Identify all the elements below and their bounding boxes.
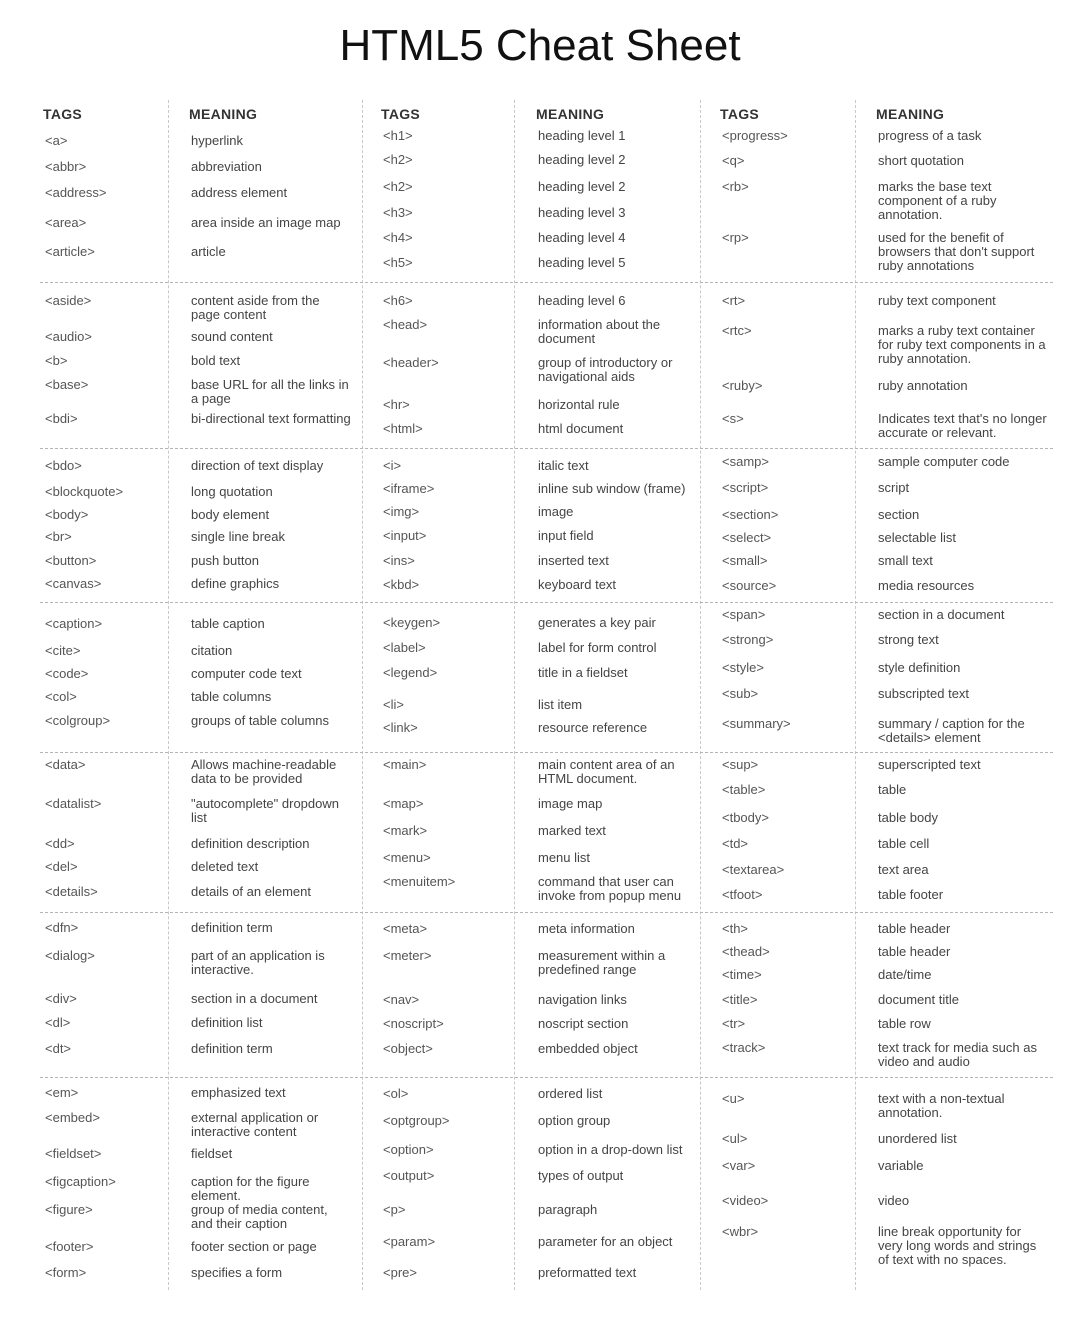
tags-header: TAGS xyxy=(720,106,760,122)
meaning-cell: single line break xyxy=(191,529,285,544)
tag-cell: <link> xyxy=(383,720,418,735)
tag-cell: <noscript> xyxy=(383,1016,444,1031)
tag-cell: <cite> xyxy=(45,643,81,658)
meaning-cell: list item xyxy=(538,697,583,712)
tag-cell: <strong> xyxy=(722,632,774,647)
meaning-cell: group of introductory or navigational aids xyxy=(538,355,673,384)
meaning-cell: information about the document xyxy=(538,317,661,346)
meaning-cell: inserted text xyxy=(538,553,609,568)
tag-cell: <object> xyxy=(383,1041,433,1056)
tag-cell: <var> xyxy=(722,1158,756,1173)
meaning-cell: date/time xyxy=(878,967,932,982)
tag-cell: <rp> xyxy=(722,230,749,245)
tag-cell: <br> xyxy=(45,529,72,544)
meaning-cell: body element xyxy=(191,507,270,522)
meaning-cell: document title xyxy=(878,992,959,1007)
tag-cell: <input> xyxy=(383,528,427,543)
meaning-cell: keyboard text xyxy=(538,577,617,592)
tag-cell: <ol> xyxy=(383,1086,409,1101)
tag-cell: <dl> xyxy=(45,1015,71,1030)
row-divider xyxy=(40,448,1053,449)
meaning-cell: progress of a task xyxy=(878,128,982,143)
tag-cell: <meter> xyxy=(383,948,432,963)
tag-cell: <th> xyxy=(722,921,749,936)
tag-cell: <map> xyxy=(383,796,424,811)
tag-cell: <details> xyxy=(45,884,98,899)
tag-cell: <hr> xyxy=(383,397,410,412)
row-divider xyxy=(40,282,1053,283)
tag-cell: <style> xyxy=(722,660,764,675)
tag-cell: <output> xyxy=(383,1168,435,1183)
tag-cell: <title> xyxy=(722,992,758,1007)
tag-cell: <mark> xyxy=(383,823,428,838)
meaning-cell: parameter for an object xyxy=(538,1234,673,1249)
tag-cell: <head> xyxy=(383,317,428,332)
meaning-cell: definition description xyxy=(191,836,310,851)
tag-cell: <summary> xyxy=(722,716,791,731)
tag-cell: <b> xyxy=(45,353,68,368)
tag-cell: <bdo> xyxy=(45,458,82,473)
meaning-cell: table xyxy=(878,782,907,797)
meaning-cell: heading level 5 xyxy=(538,255,626,270)
tag-cell: <h5> xyxy=(383,255,413,270)
meaning-cell: line break opportunity for very long words and strings of text with no spaces. xyxy=(878,1224,1037,1267)
tag-cell: <audio> xyxy=(45,329,92,344)
tag-cell: <tbody> xyxy=(722,810,769,825)
meaning-cell: embedded object xyxy=(538,1041,638,1056)
column-divider xyxy=(362,100,363,1290)
meaning-cell: ruby text component xyxy=(878,293,996,308)
tag-cell: <section> xyxy=(722,507,779,522)
meaning-cell: table caption xyxy=(191,616,265,631)
column-divider xyxy=(855,100,856,1290)
meaning-cell: direction of text display xyxy=(191,458,324,473)
meaning-cell: section xyxy=(878,507,920,522)
meaning-cell: table cell xyxy=(878,836,930,851)
tag-cell: <rt> xyxy=(722,293,746,308)
tag-cell: <small> xyxy=(722,553,768,568)
tag-cell: <pre> xyxy=(383,1265,417,1280)
meaning-cell: specifies a form xyxy=(191,1265,283,1280)
meaning-cell: table row xyxy=(878,1016,931,1031)
meaning-cell: resource reference xyxy=(538,720,648,735)
tag-cell: <del> xyxy=(45,859,78,874)
tag-cell: <span> xyxy=(722,607,766,622)
tag-cell: <img> xyxy=(383,504,420,519)
meaning-cell: table footer xyxy=(878,887,944,902)
tag-cell: <menu> xyxy=(383,850,431,865)
tag-cell: <q> xyxy=(722,153,745,168)
meaning-cell: definition list xyxy=(191,1015,263,1030)
tag-cell: <h2> xyxy=(383,179,413,194)
meaning-cell: groups of table columns xyxy=(191,713,330,728)
meaning-cell: caption for the figure element. xyxy=(191,1174,310,1203)
tag-cell: <li> xyxy=(383,697,404,712)
tag-cell: <article> xyxy=(45,244,95,259)
meaning-cell: heading level 2 xyxy=(538,179,626,194)
tag-cell: <col> xyxy=(45,689,77,704)
meaning-cell: part of an application is interactive. xyxy=(191,948,325,977)
meaning-cell: heading level 4 xyxy=(538,230,626,245)
meaning-cell: inline sub window (frame) xyxy=(538,481,686,496)
meaning-cell: meta information xyxy=(538,921,635,936)
meaning-header: MEANING xyxy=(189,106,258,122)
meaning-cell: fieldset xyxy=(191,1146,233,1161)
meaning-cell: abbreviation xyxy=(191,159,262,174)
meaning-cell: bi-directional text formatting xyxy=(191,411,351,426)
tag-cell: <blockquote> xyxy=(45,484,124,499)
meaning-cell: short quotation xyxy=(878,153,965,168)
tag-cell: <dt> xyxy=(45,1041,72,1056)
meaning-cell: article xyxy=(191,244,226,259)
tag-cell: <tfoot> xyxy=(722,887,763,902)
tag-cell: <script> xyxy=(722,480,769,495)
tag-cell: <nav> xyxy=(383,992,420,1007)
meaning-cell: horizontal rule xyxy=(538,397,620,412)
row-divider xyxy=(40,752,1053,753)
meaning-cell: table body xyxy=(878,810,938,825)
tag-cell: <form> xyxy=(45,1265,87,1280)
tag-cell: <meta> xyxy=(383,921,428,936)
tag-cell: <td> xyxy=(722,836,749,851)
tag-cell: <abbr> xyxy=(45,159,87,174)
meaning-cell: emphasized text xyxy=(191,1085,286,1100)
tag-cell: <tr> xyxy=(722,1016,746,1031)
meaning-cell: variable xyxy=(878,1158,924,1173)
meaning-cell: details of an element xyxy=(191,884,311,899)
meaning-cell: paragraph xyxy=(538,1202,598,1217)
tag-cell: <body> xyxy=(45,507,89,522)
meaning-cell: option group xyxy=(538,1113,611,1128)
tag-cell: <em> xyxy=(45,1085,79,1100)
tag-cell: <progress> xyxy=(722,128,788,143)
meaning-cell: table header xyxy=(878,944,951,959)
meaning-cell: used for the benefit of browsers that don't support ruby annotations xyxy=(878,230,1035,273)
tag-cell: <optgroup> xyxy=(383,1113,450,1128)
tag-cell: <a> xyxy=(45,133,68,148)
meaning-cell: option in a drop-down list xyxy=(538,1142,683,1157)
meaning-cell: Allows machine-readable data to be provided xyxy=(191,757,337,786)
meaning-cell: strong text xyxy=(878,632,939,647)
meaning-cell: media resources xyxy=(878,578,975,593)
tag-cell: <thead> xyxy=(722,944,770,959)
tag-cell: <sub> xyxy=(722,686,759,701)
row-divider xyxy=(40,1077,1053,1078)
tag-cell: <u> xyxy=(722,1091,745,1106)
meaning-cell: input field xyxy=(538,528,594,543)
column-divider xyxy=(700,100,701,1290)
meaning-cell: marked text xyxy=(538,823,606,838)
tag-cell: <dd> xyxy=(45,836,75,851)
meaning-header: MEANING xyxy=(536,106,605,122)
meaning-cell: navigation links xyxy=(538,992,627,1007)
tag-cell: <h4> xyxy=(383,230,413,245)
meaning-cell: bold text xyxy=(191,353,241,368)
meaning-cell: menu list xyxy=(538,850,591,865)
meaning-cell: text with a non-textual annotation. xyxy=(878,1091,1005,1120)
meaning-cell: deleted text xyxy=(191,859,259,874)
meaning-cell: definition term xyxy=(191,1041,273,1056)
tag-cell: <dfn> xyxy=(45,920,79,935)
tag-cell: <button> xyxy=(45,553,97,568)
meaning-cell: heading level 1 xyxy=(538,128,626,143)
tag-cell: <h3> xyxy=(383,205,413,220)
meaning-cell: italic text xyxy=(538,458,589,473)
meaning-cell: script xyxy=(878,480,910,495)
meaning-cell: marks a ruby text container for ruby text components in a ruby annotation. xyxy=(878,323,1046,366)
meaning-cell: video xyxy=(878,1193,910,1208)
meaning-cell: citation xyxy=(191,643,233,658)
tag-cell: <kbd> xyxy=(383,577,420,592)
tag-cell: <h2> xyxy=(383,152,413,167)
meaning-cell: command that user can invoke from popup menu xyxy=(538,874,682,903)
meaning-header: MEANING xyxy=(876,106,945,122)
tag-cell: <s> xyxy=(722,411,744,426)
meaning-cell: definition term xyxy=(191,920,273,935)
meaning-cell: address element xyxy=(191,185,288,200)
column-divider xyxy=(168,100,169,1290)
meaning-cell: summary / caption for the <details> element xyxy=(878,716,1025,745)
meaning-cell: section in a document xyxy=(878,607,1005,622)
meaning-cell: sound content xyxy=(191,329,273,344)
tag-cell: <html> xyxy=(383,421,423,436)
meaning-cell: subscripted text xyxy=(878,686,970,701)
meaning-cell: main content area of an HTML document. xyxy=(538,757,675,786)
tag-cell: <p> xyxy=(383,1202,406,1217)
tag-cell: <param> xyxy=(383,1234,436,1249)
meaning-cell: content aside from the page content xyxy=(191,293,320,322)
tags-header: TAGS xyxy=(43,106,83,122)
tag-cell: <rtc> xyxy=(722,323,752,338)
tag-cell: <ins> xyxy=(383,553,415,568)
tag-cell: <dialog> xyxy=(45,948,95,963)
meaning-cell: superscripted text xyxy=(878,757,981,772)
tag-cell: <data> xyxy=(45,757,86,772)
meaning-cell: base URL for all the links in a page xyxy=(191,377,349,406)
tag-cell: <legend> xyxy=(383,665,438,680)
meaning-cell: long quotation xyxy=(191,484,273,499)
tag-cell: <fieldset> xyxy=(45,1146,102,1161)
meaning-cell: html document xyxy=(538,421,624,436)
meaning-cell: text area xyxy=(878,862,929,877)
tag-cell: <menuitem> xyxy=(383,874,456,889)
tag-cell: <main> xyxy=(383,757,427,772)
tag-cell: <ruby> xyxy=(722,378,763,393)
tags-header: TAGS xyxy=(381,106,421,122)
meaning-cell: table columns xyxy=(191,689,272,704)
column-divider xyxy=(514,100,515,1290)
tag-cell: <textarea> xyxy=(722,862,785,877)
tag-cell: <sup> xyxy=(722,757,759,772)
meaning-cell: footer section or page xyxy=(191,1239,317,1254)
meaning-cell: small text xyxy=(878,553,933,568)
tag-cell: <embed> xyxy=(45,1110,100,1125)
tag-cell: <time> xyxy=(722,967,762,982)
tag-cell: <i> xyxy=(383,458,402,473)
tag-cell: <code> xyxy=(45,666,89,681)
meaning-cell: ruby annotation xyxy=(878,378,968,393)
tag-cell: <base> xyxy=(45,377,89,392)
meaning-cell: sample computer code xyxy=(878,454,1010,469)
meaning-cell: hyperlink xyxy=(191,133,244,148)
row-divider xyxy=(40,912,1053,913)
tag-cell: <div> xyxy=(45,991,77,1006)
page-title: HTML5 Cheat Sheet xyxy=(339,21,741,70)
meaning-cell: group of media content, and their caption xyxy=(191,1202,328,1231)
tag-cell: <keygen> xyxy=(383,615,441,630)
meaning-cell: text track for media such as video and audio xyxy=(878,1040,1037,1069)
meaning-cell: heading level 6 xyxy=(538,293,626,308)
tag-cell: <area> xyxy=(45,215,87,230)
meaning-cell: push button xyxy=(191,553,259,568)
tag-cell: <option> xyxy=(383,1142,434,1157)
tag-cell: <address> xyxy=(45,185,107,200)
meaning-cell: image map xyxy=(538,796,603,811)
tag-cell: <ul> xyxy=(722,1131,748,1146)
tag-cell: <footer> xyxy=(45,1239,94,1254)
meaning-cell: generates a key pair xyxy=(538,615,656,630)
meaning-cell: heading level 2 xyxy=(538,152,626,167)
tag-cell: <select> xyxy=(722,530,772,545)
meaning-cell: types of output xyxy=(538,1168,624,1183)
tag-cell: <wbr> xyxy=(722,1224,759,1239)
tag-cell: <label> xyxy=(383,640,426,655)
meaning-cell: table header xyxy=(878,921,951,936)
tag-cell: <iframe> xyxy=(383,481,435,496)
tag-cell: <rb> xyxy=(722,179,749,194)
tag-cell: <video> xyxy=(722,1193,769,1208)
meaning-cell: external application or interactive content xyxy=(191,1110,319,1139)
tag-cell: <datalist> xyxy=(45,796,102,811)
tag-cell: <track> xyxy=(722,1040,766,1055)
meaning-cell: image xyxy=(538,504,574,519)
tag-cell: <colgroup> xyxy=(45,713,111,728)
meaning-cell: measurement within a predefined range xyxy=(538,948,666,977)
meaning-cell: ordered list xyxy=(538,1086,603,1101)
meaning-cell: area inside an image map xyxy=(191,215,341,230)
tag-cell: <figure> xyxy=(45,1202,93,1217)
meaning-cell: noscript section xyxy=(538,1016,629,1031)
meaning-cell: label for form control xyxy=(538,640,657,655)
tag-cell: <bdi> xyxy=(45,411,78,426)
meaning-cell: computer code text xyxy=(191,666,302,681)
meaning-cell: unordered list xyxy=(878,1131,957,1146)
tag-cell: <figcaption> xyxy=(45,1174,116,1189)
tag-cell: <caption> xyxy=(45,616,103,631)
meaning-cell: Indicates text that's no longer accurate or relevant. xyxy=(878,411,1047,440)
tag-cell: <table> xyxy=(722,782,766,797)
meaning-cell: section in a document xyxy=(191,991,318,1006)
tag-cell: <h6> xyxy=(383,293,413,308)
tag-cell: <header> xyxy=(383,355,439,370)
meaning-cell: title in a fieldset xyxy=(538,665,628,680)
tag-cell: <h1> xyxy=(383,128,413,143)
meaning-cell: selectable list xyxy=(878,530,957,545)
meaning-cell: heading level 3 xyxy=(538,205,626,220)
tag-cell: <samp> xyxy=(722,454,769,469)
tag-cell: <aside> xyxy=(45,293,92,308)
row-divider xyxy=(40,602,1053,603)
meaning-cell: style definition xyxy=(878,660,961,675)
meaning-cell: "autocomplete" dropdown list xyxy=(191,796,339,825)
tag-cell: <canvas> xyxy=(45,576,102,591)
tag-cell: <source> xyxy=(722,578,777,593)
meaning-cell: define graphics xyxy=(191,576,280,591)
meaning-cell: marks the base text component of a ruby annotation. xyxy=(878,179,997,222)
meaning-cell: preformatted text xyxy=(538,1265,637,1280)
